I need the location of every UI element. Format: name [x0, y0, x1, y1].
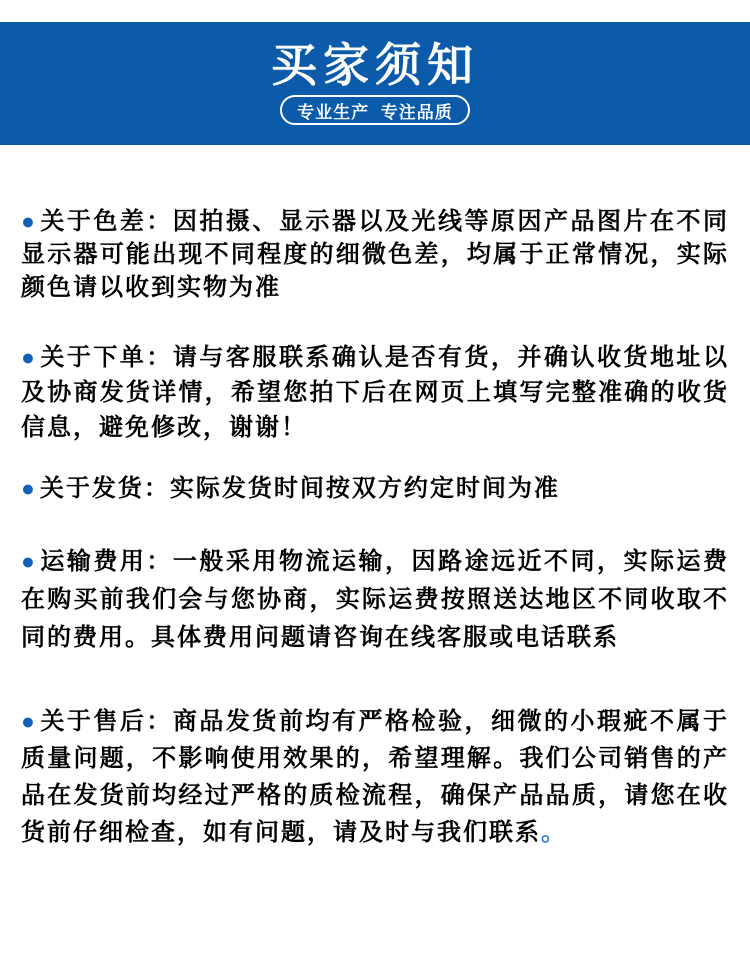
notice-text: 关于色差：因拍摄、显示器以及光线等原因产品图片在不同显示器可能出现不同程度的细微色差，均属于正常情况，实际颜色请以收到实物为准: [21, 208, 729, 301]
notice-text: 关于售后：商品发货前均有严格检验，细微的小瑕疵不属于质量问题，不影响使用效果的，希望理解。我们公司销售的产品在发货前均经过严格的质检流程，确保产品品质，请您在收货前仔细检查，如有问题，请及时与我们联系: [21, 708, 729, 846]
header-banner: [0, 22, 750, 145]
notice-item-ordering: [21, 340, 729, 445]
notice-list: [0, 205, 750, 851]
notice-text: 运输费用：一般采用物流运输，因路途远近不同，实际运费在购买前我们会与您协商，实际运费按照送达地区不同收取不同的费用。具体费用问题请咨询在线客服或电话联系: [21, 548, 729, 651]
bullet-icon: ●: [21, 548, 38, 574]
bullet-icon: ●: [21, 708, 38, 734]
notice-suffix: 。: [541, 819, 567, 846]
subtitle-pill: [280, 95, 470, 125]
bullet-icon: ●: [21, 208, 38, 234]
notice-item-shipping-time: [21, 472, 729, 505]
subtitle-text: 专业生产 专注品质: [297, 102, 453, 122]
page-title: 买家须知: [271, 39, 479, 91]
notice-item-color-difference: [21, 205, 729, 304]
notice-text: 关于发货：实际发货时间按双方约定时间为准: [39, 475, 560, 502]
buyer-notice-page: [0, 22, 750, 957]
notice-text: 关于下单：请与客服联系确认是否有货，并确认收货地址以及协商发货详情，希望您拍下后在网页上填写完整准确的收货信息，避免修改，谢谢！: [21, 344, 729, 441]
notice-item-freight-cost: [21, 542, 729, 657]
bullet-icon: ●: [21, 344, 38, 370]
notice-item-after-sales: [21, 703, 729, 851]
bullet-icon: ●: [21, 475, 37, 501]
